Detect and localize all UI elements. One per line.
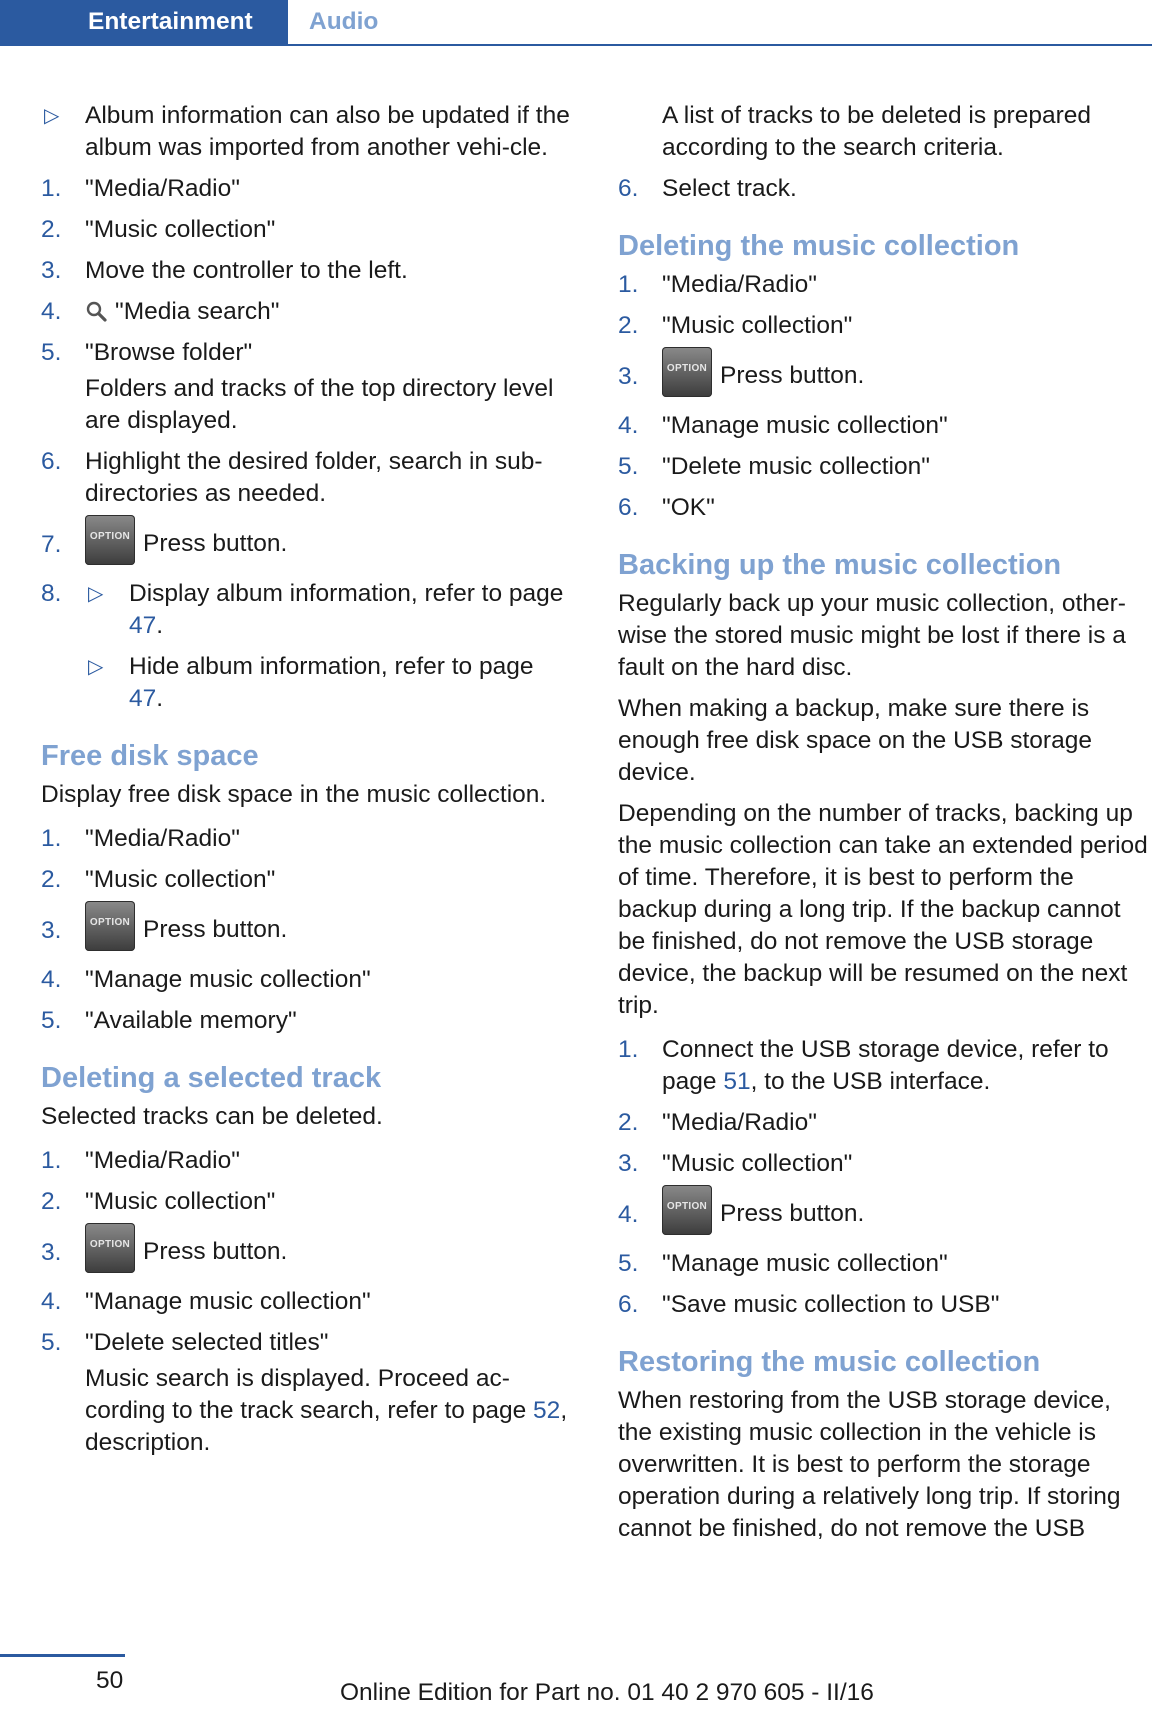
step-number: 1. <box>41 1147 62 1174</box>
list-item <box>41 337 571 369</box>
step-text: "Browse folder" <box>85 339 253 366</box>
option-icon-label: OPTION <box>666 1200 708 1212</box>
page-link[interactable]: 51 <box>723 1068 751 1095</box>
step-note: A list of tracks to be deleted is prepared according to the search criteria. <box>662 102 1091 161</box>
page-link[interactable]: 47 <box>129 612 157 639</box>
step-text: "Music collection" <box>85 866 276 893</box>
section-heading-restore: Restoring the music collection <box>618 1346 1041 1378</box>
option-button-icon <box>85 901 135 951</box>
list-item <box>618 173 1148 205</box>
list-item <box>618 1107 1148 1139</box>
section-heading-deleting-collection: Deleting the music collection <box>618 230 1020 262</box>
section-intro: Display free disk space in the music collection. <box>41 781 547 808</box>
step-number: 1. <box>618 271 639 298</box>
paragraph: When making a backup, make sure there is enough free disk space on the USB storage device. <box>618 695 1092 786</box>
step-number: 1. <box>618 1036 639 1063</box>
step-number: 6. <box>618 175 639 202</box>
step-text: "Media/Radio" <box>85 1147 240 1174</box>
step-text: "Manage music collection" <box>662 412 948 439</box>
sub-bullet-end: . <box>156 685 164 712</box>
list-item <box>618 310 1148 342</box>
step-text-end: , to the USB interface. <box>750 1068 991 1095</box>
step-number: 1. <box>41 825 62 852</box>
step-text: "Manage music collection" <box>85 966 371 993</box>
step-text: Press button. <box>143 530 288 557</box>
edition-note: Online Edition for Part no. 01 40 2 970 605 - II/16 <box>340 1679 874 1706</box>
step-text: Press button. <box>720 1200 865 1227</box>
step-number: 3. <box>618 363 639 390</box>
option-button-icon <box>662 347 712 397</box>
list-item <box>41 1286 571 1318</box>
paragraph: Regularly back up your music collection, other-wise the stored music might be lost if there is a fault on the hard disc. <box>618 590 1126 681</box>
section-heading-deleting-track: Deleting a selected track <box>41 1062 382 1094</box>
step-number: 2. <box>41 866 62 893</box>
list-item <box>41 446 571 510</box>
sub-bullet-end: . <box>156 612 164 639</box>
list-item <box>618 1034 1148 1098</box>
step-text: "Delete selected titles" <box>85 1329 329 1356</box>
list-item <box>41 864 571 896</box>
section-heading-backup: Backing up the music collection <box>618 549 1062 581</box>
list-item <box>41 578 571 715</box>
list-item <box>618 269 1148 301</box>
step-text: Press button. <box>143 916 288 943</box>
step-number: 5. <box>618 453 639 480</box>
step-number: 5. <box>41 1329 62 1356</box>
step-text: "Media/Radio" <box>85 175 240 202</box>
list-item <box>41 255 571 287</box>
step-number: 6. <box>618 1291 639 1318</box>
note-text-end: , description. <box>85 1397 568 1456</box>
step-text: "Music collection" <box>85 216 276 243</box>
step-number: 7. <box>41 531 62 558</box>
step-text: "Music collection" <box>662 1150 853 1177</box>
bullet-triangle-icon: ▷ <box>88 656 104 678</box>
left-column <box>41 100 571 1468</box>
section-intro: Selected tracks can be deleted. <box>41 1103 383 1130</box>
list-item <box>618 1289 1148 1321</box>
step-number: 3. <box>41 917 62 944</box>
paragraph: Depending on the number of tracks, backing up the music collection can take an extended period of time. Therefore, it is best to perform the backup during a long trip. If the backup cannot be finished, do not remove the USB storage device, the backup will be resumed on the next trip. <box>618 800 1148 1019</box>
bullet-triangle-icon: ▷ <box>88 583 104 605</box>
option-button-icon <box>85 1223 135 1273</box>
step-number: 4. <box>618 1201 639 1228</box>
list-item <box>41 173 571 205</box>
step-text: "Manage music collection" <box>85 1288 371 1315</box>
step-text: "Media/Radio" <box>662 1109 817 1136</box>
list-item <box>41 905 571 955</box>
step-number: 4. <box>41 1288 62 1315</box>
tab-entertainment[interactable]: Entertainment <box>0 0 288 46</box>
header-tabs <box>0 0 1152 46</box>
step-text: "OK" <box>662 494 715 521</box>
right-column <box>618 100 1148 1554</box>
step-number: 8. <box>41 580 62 607</box>
sub-bullet-text: Display album information, refer to page <box>129 580 564 607</box>
page-link[interactable]: 52 <box>533 1397 561 1424</box>
sub-bullet-text: Hide album information, refer to page <box>129 653 534 680</box>
note-text: Music search is displayed. Proceed ac-cording to the track search, refer to page <box>85 1365 534 1424</box>
step-number: 4. <box>41 966 62 993</box>
bullet-text: Album information can also be updated if the album was imported from another vehi-cle. <box>85 102 570 161</box>
page-link[interactable]: 47 <box>129 685 157 712</box>
list-item <box>41 100 571 164</box>
step-number: 1. <box>41 175 62 202</box>
paragraph: When restoring from the USB storage device, the existing music collection in the vehicle is overwritten. It is best to perform the storage operation during a relatively long trip. If storing cannot be finished, do not remove the USB <box>618 1387 1121 1542</box>
list-item <box>41 214 571 246</box>
list-item <box>618 1189 1148 1239</box>
step-number: 2. <box>618 312 639 339</box>
step-text: Press button. <box>720 362 865 389</box>
list-item <box>41 1327 571 1359</box>
step-text: "Save music collection to USB" <box>662 1291 1000 1318</box>
list-item <box>41 1186 571 1218</box>
step-number: 4. <box>41 298 62 325</box>
list-item <box>41 823 571 855</box>
step-number: 3. <box>618 1150 639 1177</box>
list-item <box>41 964 571 996</box>
list-item <box>41 296 571 328</box>
list-item <box>618 410 1148 442</box>
step-number: 2. <box>618 1109 639 1136</box>
step-text: Highlight the desired folder, search in sub-directories as needed. <box>85 448 543 507</box>
step-text: Move the controller to the left. <box>85 257 408 284</box>
step-text: "Music collection" <box>662 312 853 339</box>
step-number: 2. <box>41 1188 62 1215</box>
step-text: Select track. <box>662 175 797 202</box>
list-item <box>41 1145 571 1177</box>
header-rule <box>288 44 1152 46</box>
list-item <box>618 451 1148 483</box>
step-number: 6. <box>41 448 62 475</box>
step-number: 4. <box>618 412 639 439</box>
step-text: "Media search" <box>115 298 280 325</box>
step-text: "Media/Radio" <box>662 271 817 298</box>
step-note <box>85 1363 571 1459</box>
step-text: Press button. <box>143 1238 288 1265</box>
option-icon-label: OPTION <box>89 530 131 542</box>
step-text: "Available memory" <box>85 1007 297 1034</box>
step-number: 6. <box>618 494 639 521</box>
step-text: Connect the USB storage device, refer to page <box>662 1036 1109 1095</box>
step-number: 5. <box>41 1007 62 1034</box>
option-icon-label: OPTION <box>89 1238 131 1250</box>
footer-rule <box>0 1654 125 1657</box>
list-item <box>618 1148 1148 1180</box>
list-item <box>618 492 1148 524</box>
option-icon-label: OPTION <box>89 916 131 928</box>
step-text: "Delete music collection" <box>662 453 930 480</box>
list-item <box>41 519 571 569</box>
step-number: 5. <box>618 1250 639 1277</box>
step-number: 5. <box>41 339 62 366</box>
bullet-triangle-icon: ▷ <box>44 105 60 127</box>
list-item <box>618 1248 1148 1280</box>
option-icon-label: OPTION <box>666 362 708 374</box>
page-number: 50 <box>96 1667 124 1694</box>
option-button-icon <box>85 515 135 565</box>
list-item <box>618 351 1148 401</box>
step-text: "Media/Radio" <box>85 825 240 852</box>
list-item <box>41 1005 571 1037</box>
step-note: Folders and tracks of the top directory level are displayed. <box>85 375 554 434</box>
sub-bullet <box>85 578 571 642</box>
option-button-icon <box>662 1185 712 1235</box>
step-number: 3. <box>41 257 62 284</box>
tab-audio[interactable]: Audio <box>309 8 379 35</box>
step-text: "Music collection" <box>85 1188 276 1215</box>
search-icon <box>85 300 111 322</box>
list-item <box>41 1227 571 1277</box>
sub-bullet <box>85 651 571 715</box>
step-number: 3. <box>41 1239 62 1266</box>
step-text: "Manage music collection" <box>662 1250 948 1277</box>
step-number: 2. <box>41 216 62 243</box>
section-heading-free-disk-space: Free disk space <box>41 740 259 772</box>
